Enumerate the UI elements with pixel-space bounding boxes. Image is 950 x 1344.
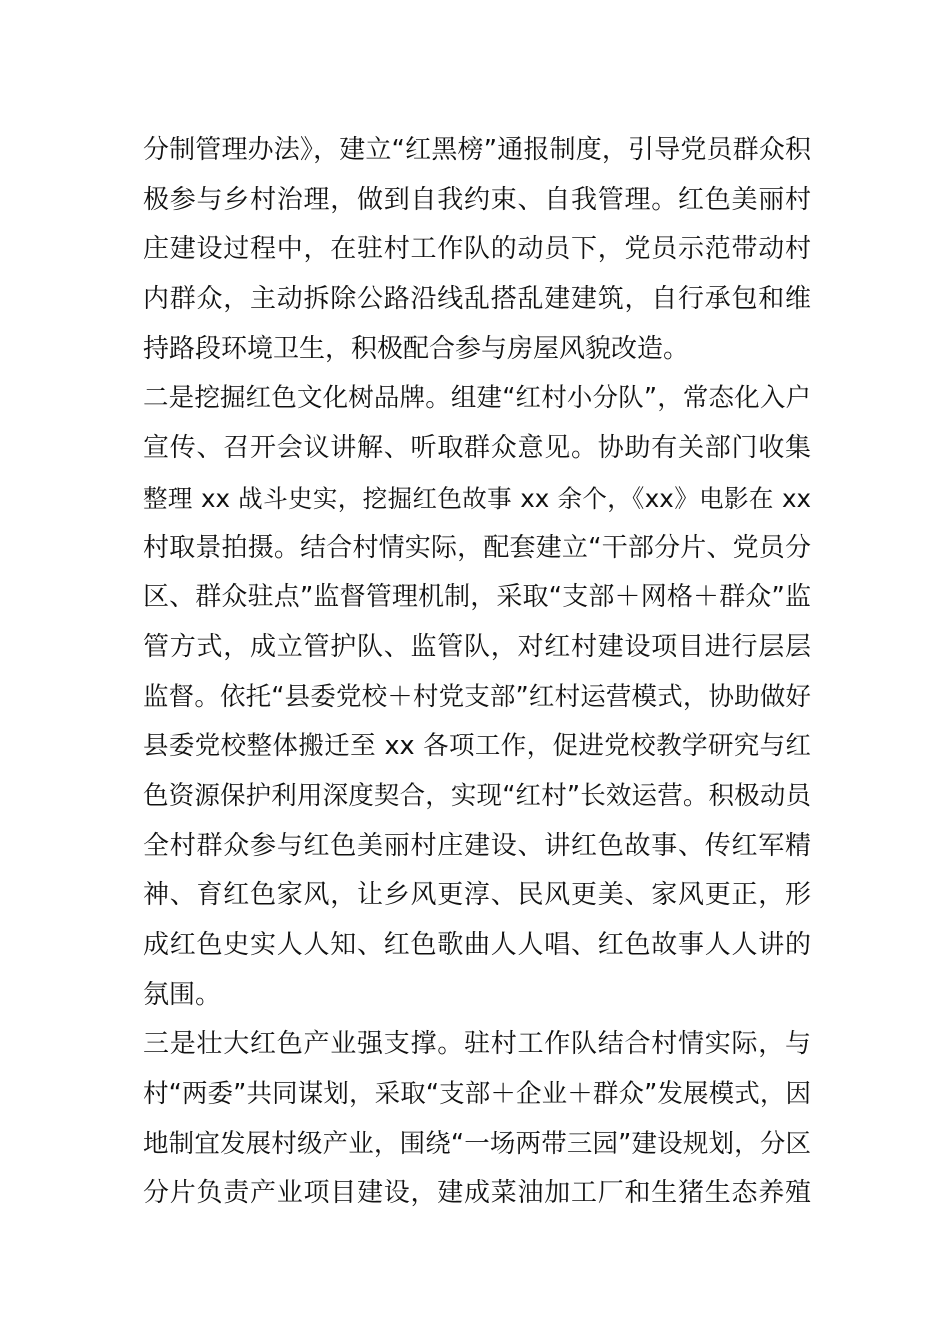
text-line: 分制管理办法》，建立“红黑榜”通报制度，引导党员群众积 [143, 135, 811, 165]
text-line: 三是壮大红色产业强支撑。驻村工作队结合村情实际，与 [143, 1029, 811, 1060]
text-line: 二是挖掘红色文化树品牌。组建“红村小分队”，常态化入户 [143, 383, 811, 414]
text-line: 分片负责产业项目建设，建成菜油加工厂和生猪生态养殖 [143, 1178, 811, 1209]
text-line: 持路段环境卫生，积极配合参与房屋风貌改造。 [143, 333, 690, 364]
text-line: 极参与乡村治理，做到自我约束、自我管理。红色美丽村 [143, 184, 811, 215]
text-line: 全村群众参与红色美丽村庄建设、讲红色故事、传红军精 [143, 830, 811, 861]
text-line: 县委党校整体搬迁至 xx 各项工作，促进党校教学研究与红 [143, 731, 811, 762]
text-line: 色资源保护利用深度契合，实现“红村”长效运营。积极动员 [143, 780, 811, 811]
text-line: 区、群众驻点”监督管理机制，采取“支部＋网格＋群众”监 [143, 582, 811, 613]
text-line: 村取景拍摄。结合村情实际，配套建立“干部分片、党员分 [143, 532, 811, 563]
text-line: 村“两委”共同谋划，采取“支部＋企业＋群众”发展模式，因 [143, 1079, 811, 1110]
text-line: 庄建设过程中，在驻村工作队的动员下，党员示范带动村 [143, 234, 811, 265]
text-line: 监督。依托“县委党校＋村党支部”红村运营模式，协助做好 [143, 681, 811, 712]
text-line: 氛围。 [143, 979, 222, 1010]
text-line: 神、育红色家风，让乡风更淳、民风更美、家风更正，形 [143, 880, 811, 911]
text-line: 地制宜发展村级产业，围绕“一场两带三园”建设规划，分区 [143, 1128, 811, 1159]
text-line: 管方式，成立管护队、监管队，对红村建设项目进行层层 [143, 631, 811, 662]
text-line: 成红色史实人人知、红色歌曲人人唱、红色故事人人讲的 [143, 930, 811, 960]
body-text [143, 126, 811, 1219]
text-line: 宣传、召开会议讲解、听取群众意见。协助有关部门收集 [143, 433, 811, 464]
text-line: 整理 xx 战斗史实，挖掘红色故事 xx 余个，《xx》电影在 xx [143, 483, 811, 513]
text-line: 内群众，主动拆除公路沿线乱搭乱建建筑，自行承包和维 [143, 284, 811, 315]
